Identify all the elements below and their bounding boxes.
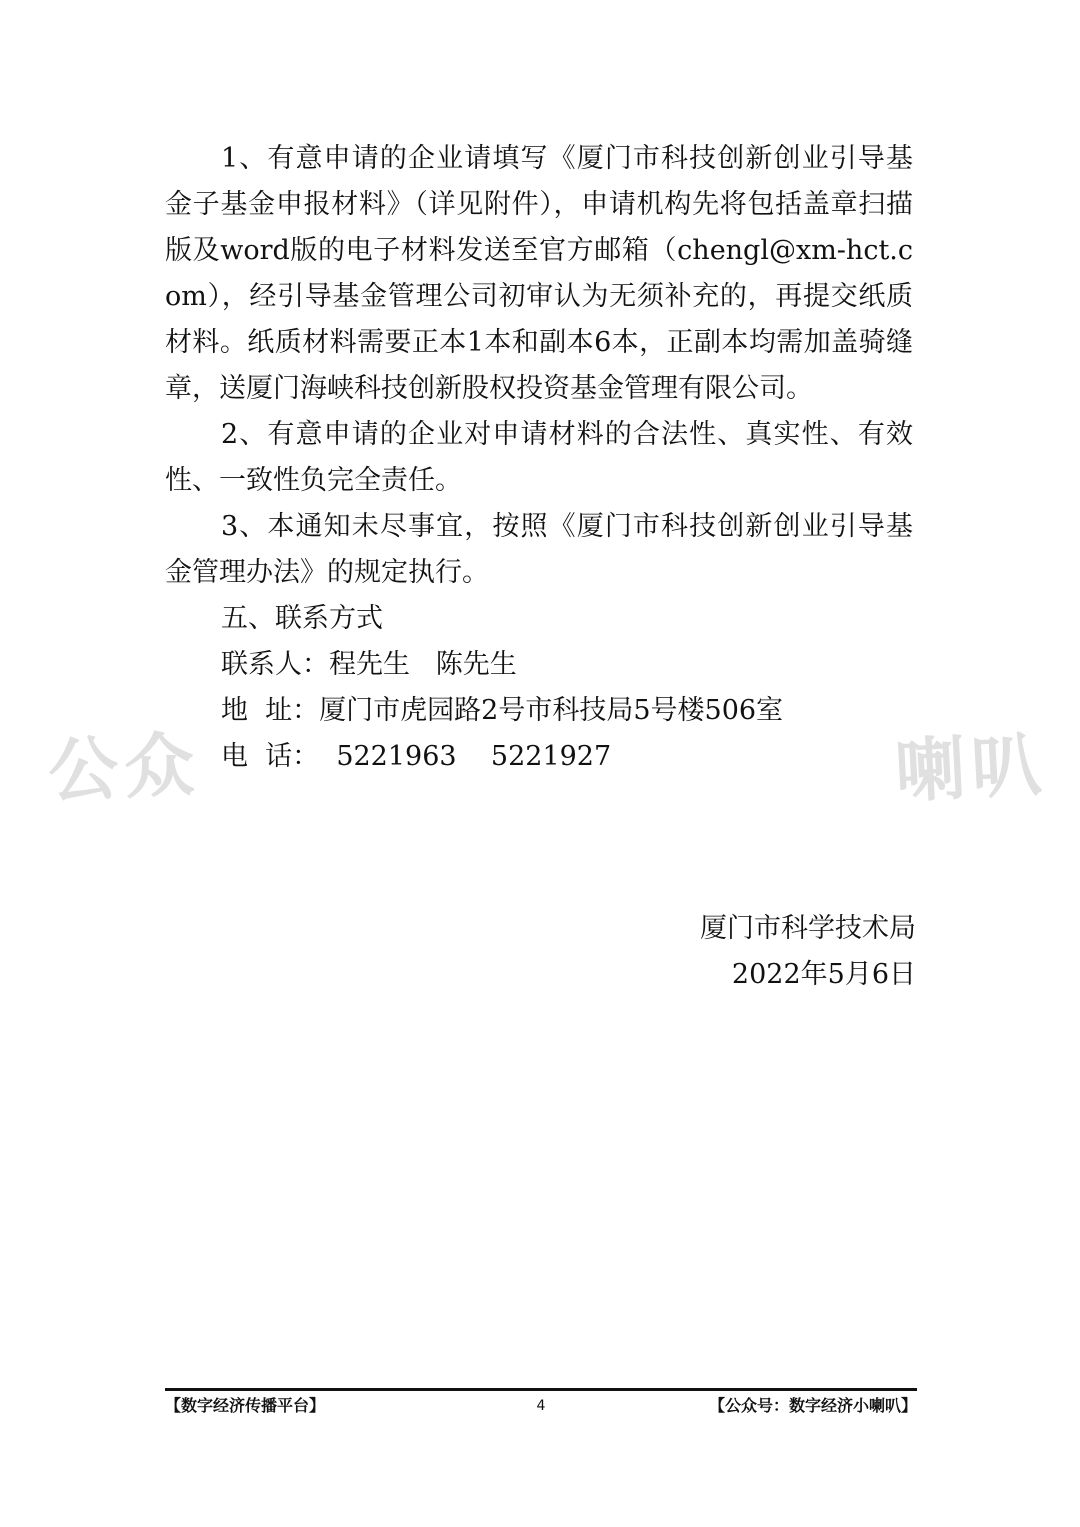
signature-block xyxy=(700,906,916,998)
paragraph-item-2: 2、有意申请的企业对申请材料的合法性、真实性、有效性、一致性负完全责任。 xyxy=(165,419,913,496)
footer-platform-label: 【数字经济传播平台】 xyxy=(165,1396,326,1415)
contact-address: 地 址：厦门市虎园路2号市科技局5号楼506室 xyxy=(221,695,784,726)
watermark-left: 公众 xyxy=(46,723,203,813)
issuing-organization: 厦门市科学技术局 xyxy=(700,913,916,944)
issue-date: 2022年5月6日 xyxy=(731,959,916,990)
contact-person: 联系人：程先生 陈先生 xyxy=(221,649,517,680)
contact-phone: 电 话： 5221963 5221927 xyxy=(221,741,612,772)
paragraph-item-3: 3、本通知未尽事宜，按照《厦门市科技创新创业引导基金管理办法》的规定执行。 xyxy=(165,511,913,588)
footer-account-label: 【公众号：数字经济小喇叭】 xyxy=(708,1396,917,1415)
footer-divider xyxy=(165,1388,917,1391)
paragraph-item-1: 1、有意申请的企业请填写《厦门市科技创新创业引导基金子基金申报材料》（详见附件），申请机构先将包括盖章扫描版及word版的电子材料发送至官方邮箱（chengl@xm-hct.com），经引导基金管理公司初审认为无须补充的，再提交纸质材料。纸质材料需要正本1本和副本6本，正副本均需加盖骑缝章，送厦门海峡科技创新股权投资基金管理有限公司。 xyxy=(165,143,913,404)
page-number: 4 xyxy=(536,1398,546,1414)
notice-body xyxy=(165,136,913,780)
contact-heading: 五、联系方式 xyxy=(221,603,383,634)
watermark-right: 喇叭 xyxy=(893,723,1050,813)
page-footer xyxy=(165,1395,917,1421)
